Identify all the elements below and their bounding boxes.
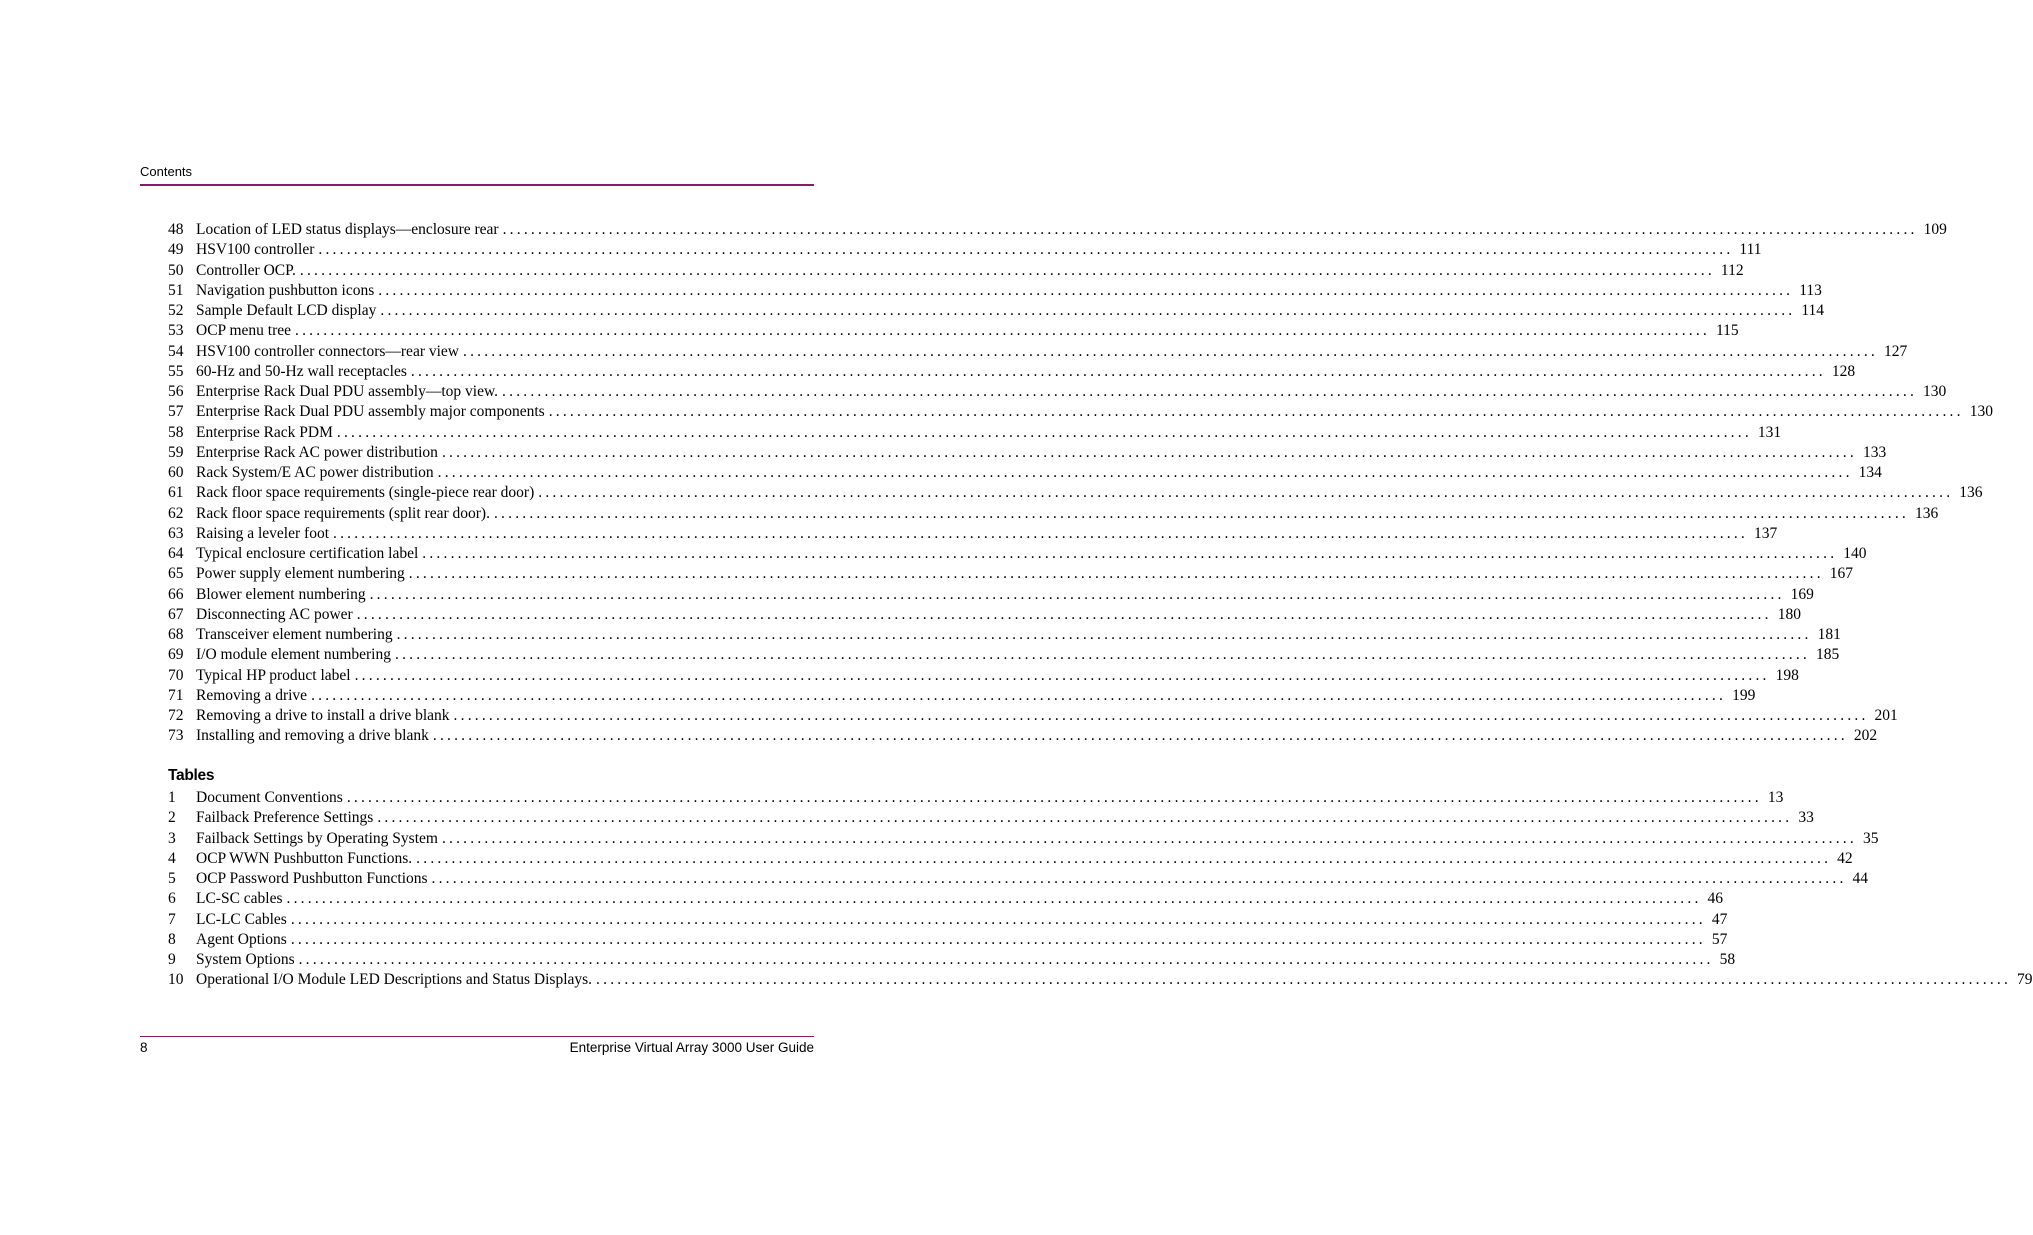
dot-leader: ........................................................................................................................................................................................................: [416, 849, 1832, 867]
tables-heading: Tables: [168, 767, 215, 784]
dot-leader: ........................................................................................................................................................................................................: [377, 809, 1793, 827]
entry-page: 57: [1711, 930, 1728, 948]
entry-page: 128: [1831, 362, 1856, 380]
entry-title: Controller OCP.: [196, 261, 296, 279]
dot-leader: ........................................................................................................................................................................................................: [396, 626, 1812, 643]
entry-title: I/O module element numbering: [196, 646, 391, 664]
footer-doc-title: Enterprise Virtual Array 3000 User Guide: [569, 1040, 814, 1055]
running-header: Contents: [140, 164, 193, 179]
entry-number: 53: [168, 322, 184, 340]
dot-leader: ........................................................................................................................................................................................................: [290, 930, 1706, 948]
entry-page: 35: [1862, 829, 1879, 847]
toc-entry[interactable]: [168, 889, 1724, 909]
entry-page: 202: [1853, 727, 1878, 745]
dot-leader: ........................................................................................................................................................................................................: [298, 951, 1714, 968]
entry-page: 185: [1816, 646, 1840, 664]
entry-title: Disconnecting AC power: [196, 605, 353, 623]
entry-title: OCP Password Pushbutton Functions: [196, 870, 428, 887]
entry-page: 133: [1862, 443, 1887, 461]
entry-number: 61: [168, 484, 184, 502]
entry-title: Removing a drive: [196, 686, 308, 704]
toc-entry[interactable]: [168, 666, 1799, 686]
dot-leader: ........................................................................................................................................................................................................: [463, 342, 1878, 360]
dot-leader: ........................................................................................................................................................................................................: [336, 423, 1752, 441]
entry-title: System Options: [196, 951, 295, 968]
dot-leader: ........................................................................................................................................................................................................: [395, 646, 1810, 664]
entry-page: 199: [1732, 686, 1756, 704]
toc-entry[interactable]: [168, 261, 1744, 281]
entry-page: 181: [1817, 626, 1841, 643]
toc-entry[interactable]: [168, 686, 1756, 706]
entry-title: Typical enclosure certification label: [196, 545, 419, 562]
toc-entry[interactable]: [168, 301, 1825, 321]
entry-title: Rack System/E AC power distribution: [196, 464, 434, 481]
entry-number: 63: [168, 524, 184, 542]
entry-number: 6: [168, 890, 176, 908]
dot-leader: ........................................................................................................................................................................................................: [432, 727, 1848, 745]
entry-title: Removing a drive to install a drive blank: [196, 707, 450, 724]
entry-number: 70: [168, 666, 184, 684]
dot-leader: ........................................................................................................................................................................................................: [356, 605, 1772, 623]
toc-entry[interactable]: [168, 585, 1814, 605]
entry-title: OCP menu tree: [196, 322, 291, 340]
entry-number: 2: [168, 809, 176, 827]
toc-entry[interactable]: [168, 281, 1822, 301]
entry-page: 113: [1799, 281, 1822, 299]
entry-number: 8: [168, 930, 176, 948]
toc-entry[interactable]: [168, 625, 1841, 645]
dot-leader: ........................................................................................................................................................................................................: [286, 890, 1702, 908]
dot-leader: ........................................................................................................................................................................................................: [311, 686, 1727, 704]
dot-leader: ........................................................................................................................................................................................................: [493, 504, 1909, 522]
toc-entry[interactable]: [168, 788, 1784, 808]
entry-number: 9: [168, 951, 176, 968]
entry-page: 111: [1739, 241, 1762, 259]
entry-number: 49: [168, 241, 184, 259]
toc-entry[interactable]: [168, 321, 1739, 341]
entry-title: Blower element numbering: [196, 585, 366, 603]
toc-entry[interactable]: [168, 849, 1853, 869]
dot-leader: ........................................................................................................................................................................................................: [318, 241, 1734, 259]
entry-number: 4: [168, 849, 176, 867]
toc-entry[interactable]: [168, 443, 1887, 463]
dot-leader: ........................................................................................................................................................................................................: [596, 971, 2012, 989]
dot-leader: ........................................................................................................................................................................................................: [441, 829, 1857, 847]
entry-number: 57: [168, 403, 184, 421]
dot-leader: ........................................................................................................................................................................................................: [408, 565, 1824, 583]
entry-title: Rack floor space requirements (split rear door).: [196, 504, 490, 522]
entry-number: 1: [168, 789, 176, 806]
toc-entry[interactable]: [168, 564, 1854, 584]
entry-number: 58: [168, 423, 184, 441]
toc-entry[interactable]: [168, 463, 1882, 483]
entry-number: 68: [168, 626, 184, 643]
toc-entry[interactable]: [168, 362, 1856, 382]
entry-page: 130: [1969, 403, 1993, 421]
toc-entry[interactable]: [168, 423, 1782, 443]
entry-number: 54: [168, 342, 184, 360]
toc-entry[interactable]: [168, 645, 1840, 665]
entry-number: 73: [168, 727, 184, 745]
entry-title: Enterprise Rack Dual PDU assembly major components: [196, 403, 545, 421]
toc-entry[interactable]: [168, 869, 1869, 889]
entry-title: Typical HP product label: [196, 666, 351, 684]
entry-title: Raising a leveler foot: [196, 524, 329, 542]
dot-leader: ........................................................................................................................................................................................................: [431, 870, 1847, 887]
dot-leader: ........................................................................................................................................................................................................: [346, 789, 1762, 806]
toc-entry[interactable]: [168, 950, 1736, 970]
dot-leader: ........................................................................................................................................................................................................: [290, 910, 1706, 928]
entry-page: 180: [1777, 605, 1801, 623]
toc-entry[interactable]: [168, 342, 1908, 362]
entry-title: Enterprise Rack PDM: [196, 423, 333, 441]
entry-page: 198: [1775, 666, 1799, 684]
entry-number: 56: [168, 383, 184, 400]
dot-leader: ........................................................................................................................................................................................................: [422, 545, 1838, 562]
entry-page: 109: [1923, 221, 1947, 238]
header-rule: [140, 184, 814, 186]
dot-leader: ........................................................................................................................................................................................................: [410, 362, 1826, 380]
dot-leader: ........................................................................................................................................................................................................: [548, 403, 1964, 421]
entry-number: 64: [168, 545, 184, 562]
toc-entry[interactable]: [168, 706, 1898, 726]
entry-title: HSV100 controller: [196, 241, 315, 259]
entry-number: 51: [168, 281, 184, 299]
entry-page: 137: [1754, 524, 1778, 542]
toc-entry[interactable]: [168, 220, 1947, 240]
dot-leader: ........................................................................................................................................................................................................: [453, 707, 1869, 724]
entry-page: 46: [1707, 890, 1724, 908]
entry-page: 169: [1790, 585, 1814, 603]
entry-title: 60-Hz and 50-Hz wall receptacles: [196, 362, 407, 380]
entry-title: OCP WWN Pushbutton Functions.: [196, 849, 413, 867]
entry-title: Sample Default LCD display: [196, 302, 377, 319]
entry-title: Document Conventions: [196, 789, 343, 806]
dot-leader: ........................................................................................................................................................................................................: [380, 302, 1796, 319]
toc-entry[interactable]: [168, 402, 1993, 422]
toc-entry[interactable]: [168, 726, 1878, 746]
entry-page: 131: [1757, 423, 1782, 441]
tables-list: [168, 788, 2033, 991]
dot-leader: ........................................................................................................................................................................................................: [378, 281, 1794, 299]
dot-leader: ........................................................................................................................................................................................................: [295, 322, 1710, 340]
dot-leader: ........................................................................................................................................................................................................: [437, 464, 1853, 481]
entry-page: 47: [1711, 910, 1728, 928]
entry-title: Operational I/O Module LED Descriptions and Status Displays.: [196, 971, 593, 989]
entry-number: 66: [168, 585, 184, 603]
toc-entry[interactable]: [168, 544, 1867, 564]
dot-leader: ........................................................................................................................................................................................................: [333, 524, 1748, 542]
entry-title: Failback Settings by Operating System: [196, 829, 438, 847]
entry-page: 114: [1801, 302, 1825, 319]
entry-page: 13: [1767, 789, 1784, 806]
toc-entry[interactable]: [168, 808, 1814, 828]
entry-title: LC-LC Cables: [196, 910, 287, 928]
entry-title: HSV100 controller connectors—rear view: [196, 342, 459, 360]
entry-title: Rack floor space requirements (single-piece rear door): [196, 484, 535, 502]
dot-leader: ........................................................................................................................................................................................................: [441, 443, 1857, 461]
entry-page: 201: [1874, 707, 1898, 724]
toc-entry[interactable]: [168, 524, 1778, 544]
entry-page: 134: [1858, 464, 1882, 481]
footer-page-number: 8: [140, 1040, 148, 1055]
entry-page: 136: [1959, 484, 1983, 502]
entry-number: 67: [168, 605, 184, 623]
entry-number: 50: [168, 261, 184, 279]
entry-title: Failback Preference Settings: [196, 809, 374, 827]
entry-page: 33: [1798, 809, 1814, 827]
toc-entry[interactable]: [168, 605, 1801, 625]
dot-leader: ........................................................................................................................................................................................................: [502, 383, 1918, 400]
entry-page: 112: [1720, 261, 1744, 279]
entry-number: 71: [168, 686, 184, 704]
entry-number: 3: [168, 829, 176, 847]
entry-page: 127: [1884, 342, 1908, 360]
dot-leader: ........................................................................................................................................................................................................: [538, 484, 1954, 502]
entry-number: 5: [168, 870, 176, 887]
entry-title: Power supply element numbering: [196, 565, 405, 583]
entry-title: Location of LED status displays—enclosure rear: [196, 221, 499, 238]
entry-number: 59: [168, 443, 184, 461]
entry-number: 72: [168, 707, 184, 724]
toc-entry[interactable]: [168, 483, 1983, 503]
toc-entry[interactable]: [168, 382, 1947, 402]
dot-leader: ........................................................................................................................................................................................................: [299, 261, 1715, 279]
entry-number: 65: [168, 565, 184, 583]
entry-title: Navigation pushbutton icons: [196, 281, 375, 299]
toc-entry[interactable]: [168, 240, 1762, 260]
dot-leader: ........................................................................................................................................................................................................: [369, 585, 1785, 603]
toc-entry[interactable]: [168, 829, 1879, 849]
entry-title: Installing and removing a drive blank: [196, 727, 429, 745]
entry-number: 60: [168, 464, 184, 481]
entry-title: Enterprise Rack AC power distribution: [196, 443, 438, 461]
entry-title: Enterprise Rack Dual PDU assembly—top view.: [196, 383, 499, 400]
entry-page: 79: [2017, 971, 2033, 989]
entry-number: 7: [168, 910, 176, 928]
entry-number: 52: [168, 302, 184, 319]
entry-page: 140: [1843, 545, 1867, 562]
footer-rule: [140, 1036, 814, 1037]
toc-entry[interactable]: [168, 970, 2033, 990]
entry-title: Transceiver element numbering: [196, 626, 393, 643]
entry-title: LC-SC cables: [196, 890, 283, 908]
entry-number: 48: [168, 221, 184, 238]
entry-number: 55: [168, 362, 184, 380]
entry-page: 115: [1716, 322, 1739, 340]
entry-page: 136: [1914, 504, 1939, 522]
figures-list: [168, 220, 1993, 747]
entry-number: 62: [168, 504, 184, 522]
entry-page: 44: [1852, 870, 1869, 887]
entry-page: 58: [1719, 951, 1736, 968]
toc-entry[interactable]: [168, 910, 1728, 930]
entry-page: 167: [1829, 565, 1854, 583]
entry-page: 130: [1923, 383, 1947, 400]
entry-page: 42: [1837, 849, 1853, 867]
entry-title: Agent Options: [196, 930, 287, 948]
dot-leader: ........................................................................................................................................................................................................: [354, 666, 1770, 684]
entry-number: 10: [168, 971, 184, 989]
toc-entry[interactable]: [168, 930, 1728, 950]
toc-entry[interactable]: [168, 504, 1939, 524]
dot-leader: ........................................................................................................................................................................................................: [502, 221, 1918, 238]
entry-number: 69: [168, 646, 184, 664]
